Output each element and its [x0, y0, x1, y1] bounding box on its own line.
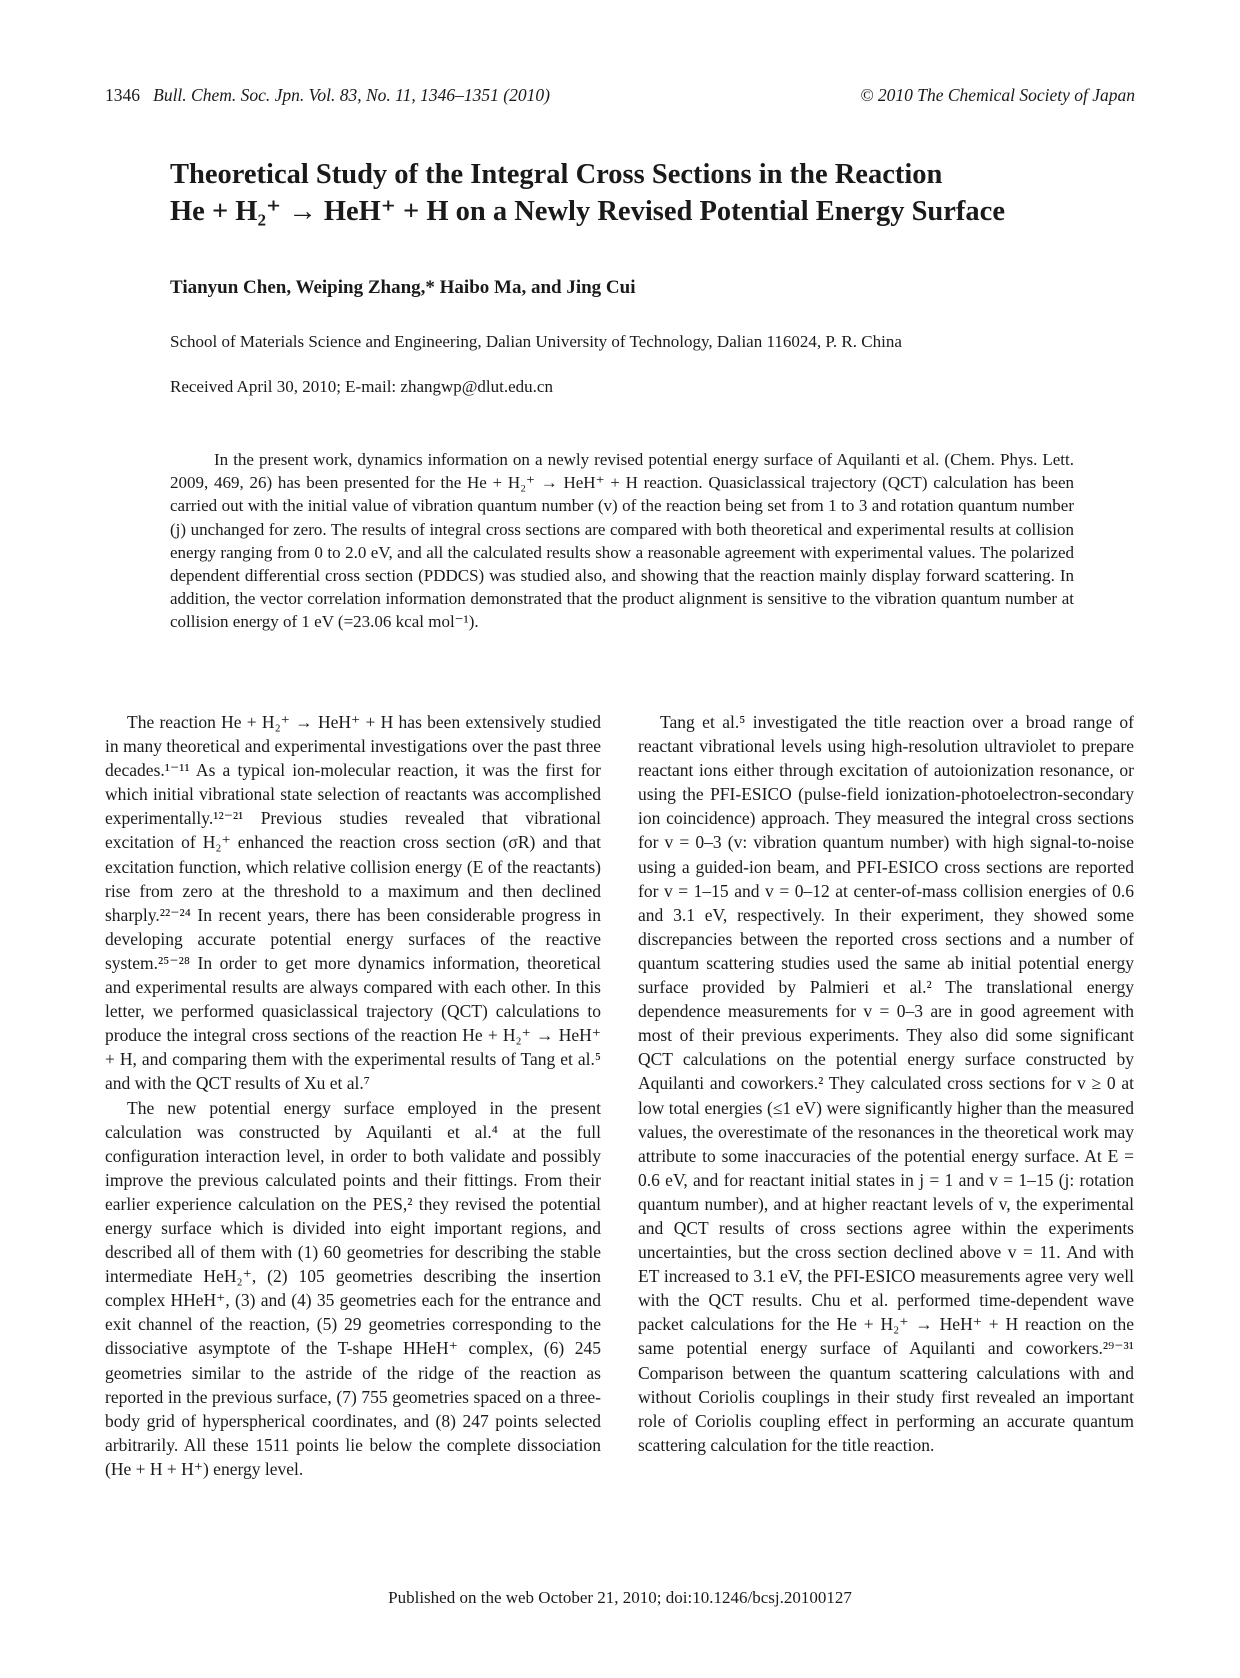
- body-paragraph: Tang et al.⁵ investigated the title reaction over a broad range of reactant vibrational levels using high-resolution ultraviolet to prepare reactant ions either through excitation of autoionization resonance, or using the PFI-ESICO (pulse-field ionization-photoelectron-secondary ion coincidence) approach. They measured the integral cross sections for v = 0–3 (v: vibration quantum number) with high signal-to-noise using a guided-ion beam, and PFI-ESICO cross sections are reported for v = 1–15 and v = 0–12 at center-of-mass collision energies of 0.6 and 3.1 eV, respectively. In their experiment, they showed some discrepancies between the reported cross sections and a number of quantum scattering studies used the same ab initial potential energy surface provided by Palmieri et al.² The translational energy dependence measurements for v = 0–3 are in good agreement with most of their previous experiments. They also did some significant QCT calculations on the potential energy surface constructed by Aquilanti and coworkers.² They calculated cross sections for v ≥ 0 at low total energies (≤1 eV) were significantly higher than the measured values, the overestimate of the resonances in the theoretical work may attribute to some inaccuracies of the potential energy surface. At E = 0.6 eV, and for reactant initial states in j = 1 and v = 1–15 (j: rotation quantum number), and at higher reactant levels of v, the experimental and QCT results of cross sections agree within the experiments uncertainties, but the cross section declined above v = 11. And with ET increased to 3.1 eV, the PFI-ESICO measurements agree very well with the QCT results. Chu et al. performed time-dependent wave packet calculations for the He + H₂⁺ → HeH⁺ + H reaction on the same potential energy surface of Aquilanti and coworkers.²⁹⁻³¹ Comparison between the quantum scattering calculations with and without Coriolis couplings in their study first revealed an important role of Coriolis coupling effect in performing an accurate quantum scattering calculation for the title reaction.: [638, 712, 1134, 1455]
- title-line-1: Theoretical Study of the Integral Cross Sections in the Reaction: [170, 159, 943, 190]
- body-paragraph: The reaction He + H₂⁺ → HeH⁺ + H has been extensively studied in many theoretical and experimental investigations over the past three decades.¹⁻¹¹ As a typical ion-molecular reaction, it was the first for which initial vibrational state selection of reactants was accomplished experimentally.¹²⁻²¹ Previous studies revealed that vibrational excitation of H₂⁺ enhanced the reaction cross section (σR) and that excitation function, which relative collision energy (E of the reactants) rise from zero at the threshold to a maximum and then declined sharply.²²⁻²⁴ In recent years, there has been considerable progress in developing accurate potential energy surfaces of the reactive system.²⁵⁻²⁸ In order to get more dynamics information, theoretical and experimental results are always compared with each other. In this letter, we performed quasiclassical trajectory (QCT) calculations to produce the integral cross sections of the reaction He + H₂⁺ → HeH⁺ + H, and comparing them with the experimental results of Tang et al.⁵ and with the QCT results of Xu et al.⁷: [105, 712, 601, 1094]
- copyright-notice: © 2010 The Chemical Society of Japan: [860, 85, 1135, 105]
- running-head-left: [105, 84, 550, 106]
- body-column-right: [638, 710, 1134, 1457]
- author-list: Tianyun Chen, Weiping Zhang,* Haibo Ma, and Jing Cui: [170, 277, 636, 298]
- title-line-2: He + H₂⁺ → HeH⁺ + H on a Newly Revised Potential Energy Surface: [170, 196, 1005, 227]
- body-paragraph: The new potential energy surface employed in the present calculation was constructed by Aquilanti et al.⁴ at the full configuration interaction level, in order to both validate and possibly improve the previous calculated points and their fittings. From their earlier experience calculation on the PES,² they revised the potential energy surface which is divided into eight important regions, and described all of them with (1) 60 geometries for describing the stable intermediate HeH₂⁺, (2) 105 geometries describing the insertion complex HHeH⁺, (3) and (4) 35 geometries each for the entrance and exit channel of the reaction, (5) 29 geometries corresponding to the dissociative asymptote of the T-shape HHeH⁺ complex, (6) 245 geometries similar to the astride of the ridge of the reaction as reported in the previous surface, (7) 755 geometries spaced on a three-body grid of hyperspherical coordinates, and (8) 247 points selected arbitrarily. All these 1511 points lie below the complete dissociation (He + H + H⁺) energy level.: [105, 1097, 601, 1479]
- journal-reference: Bull. Chem. Soc. Jpn. Vol. 83, No. 11, 1346–1351 (2010): [153, 85, 550, 105]
- body-column-left: [105, 710, 601, 1481]
- article-title: [170, 156, 1130, 230]
- running-head: [105, 84, 1135, 106]
- affiliation: School of Materials Science and Engineering, Dalian University of Technology, Dalian 116024, P. R. China: [170, 332, 902, 351]
- received-date-email: Received April 30, 2010; E-mail: zhangwp@dlut.edu.cn: [170, 377, 553, 396]
- publication-footer: Published on the web October 21, 2010; doi:10.1246/bcsj.20100127: [388, 1588, 852, 1607]
- page-number: 1346: [105, 85, 140, 105]
- abstract: In the present work, dynamics information on a newly revised potential energy surface of Aquilanti et al. (Chem. Phys. Lett. 2009, 469, 26) has been presented for the He + H₂⁺ → HeH⁺ + H reaction. Quasiclassical trajectory (QCT) calculation has been carried out with the initial value of vibration quantum number (v) of the reaction being set from 1 to 3 and rotation quantum number (j) unchanged for zero. The results of integral cross sections are compared with both theoretical and experimental results at collision energy ranging from 0 to 2.0 eV, and all the calculated results show a reasonable agreement with experimental values. The polarized dependent differential cross section (PDDCS) was studied also, and showing that the reaction mainly display forward scattering. In addition, the vector correlation information demonstrated that the product alignment is sensitive to the vibration quantum number at collision energy of 1 eV (=23.06 kcal mol⁻¹).: [170, 450, 1074, 632]
